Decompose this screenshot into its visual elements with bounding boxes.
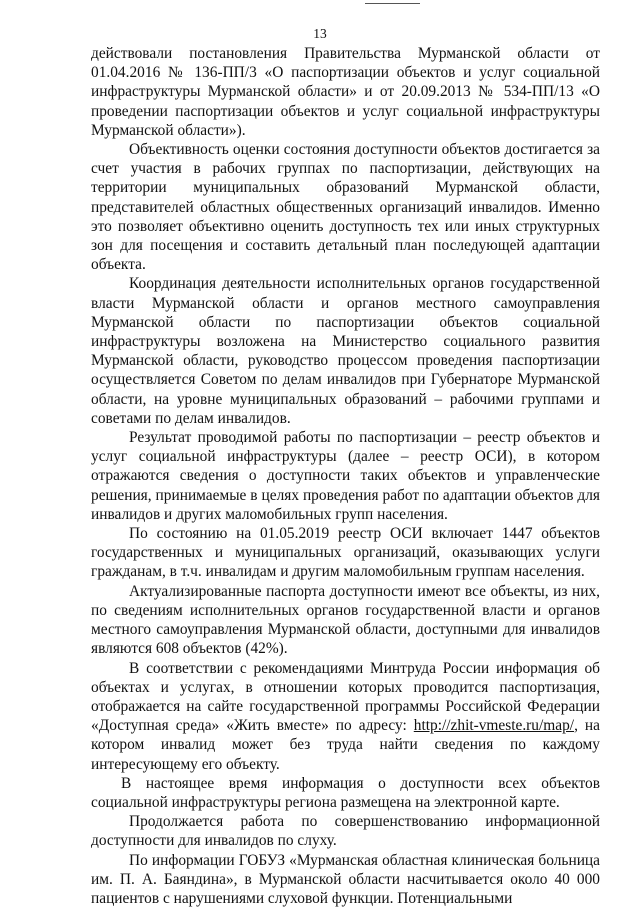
paragraph-decrees: действовали постановления Правительства Мурманской области от 01.04.2016 № 136-ПП/3 «О паспортизации объектов и услуг социальной инфраструктуры Мурманской области» и от 20.09.2013 № 534-ПП/13 «О проведении паспортизации объектов и услуг социальной инфраструктуры Мурманской области»). [91,45,600,139]
paragraph-mintrud-website [91,659,600,774]
paragraph-text-after-link: , на котором инвалид может без труда найти сведения по каждому интересующему его объекту. [91,717,600,773]
paragraph-hospital-info: По информации ГОБУЗ «Мурманская областная клиническая больница им. П. А. Баяндина», в Мурманской области насчитывается около 40 000 пациентов с нарушениями слуховой функции. Потенциальными [91,851,600,907]
paragraph-hearing-accessibility: Продолжается работа по совершенствованию информационной доступности для инвалидов по слуху. [91,813,600,850]
paragraph-objectivity: Объективность оценки состояния доступности объектов достигается за счет участия в рабочих группах по паспортизации, действующих на территории муниципальных образований Мурманской области, представителей областных общественных организаций инвалидов. Именно это позволяет объективно оценить доступность тех или иных структурных зон для посещения и составить детальный план последующей адаптации объекта. [91,141,600,274]
paragraph-registry-result: Результат проводимой работы по паспортизации – реестр объектов и услуг социальной инфраструктуры (далее – реестр ОСИ), в котором отражаются сведения о доступности таких объектов и управленческие решения, принимаемые в целях проведения работ по адаптации объектов для инвалидов и других маломобильных групп населения. [91,429,600,523]
body-text [91,44,600,908]
zhit-vmeste-link[interactable]: http://zhit-vmeste.ru/map/ [413,717,575,735]
page-number: 13 [313,26,327,41]
top-rule [365,3,420,4]
paragraph-registry-count: По состоянию на 01.05.2019 реестр ОСИ включает 1447 объектов государственных и муниципальных организаций, оказывающих услуги гражданам, в т.ч. инвалидам и другим маломобильным группам населения. [91,525,600,581]
paragraph-electronic-map: В настоящее время информация о доступности всех объектов социальной инфраструктуры региона размещена на электронной карте. [91,774,600,811]
paragraph-coordination: Координация деятельности исполнительных органов государственной власти Мурманской области и органов местного самоуправления Мурманской области по паспортизации объектов социальной инфраструктуры возложена на Министерство социального развития Мурманской области, руководство процессом проведения паспортизации осуществляется Советом по делам инвалидов при Губернаторе Мурманской области, на уровне муниципальных образований – рабочими группами и советами по делам инвалидов. [91,275,600,427]
paragraph-accessibility-passports: Актуализированные паспорта доступности имеют все объекты, из них, по сведениям исполнительных органов государственной власти и органов местного самоуправления Мурманской области, доступными для инвалидов являются 608 объектов (42%). [91,582,600,658]
paragraph-text-before-link: В соответствии с рекомендациями Минтруда России информация об объектах и услугах, в отношении которых проводится паспортизация, отображается на сайте государственной программы Российской Федерации «Доступная среда» «Жить вместе» по адресу: [91,659,600,735]
